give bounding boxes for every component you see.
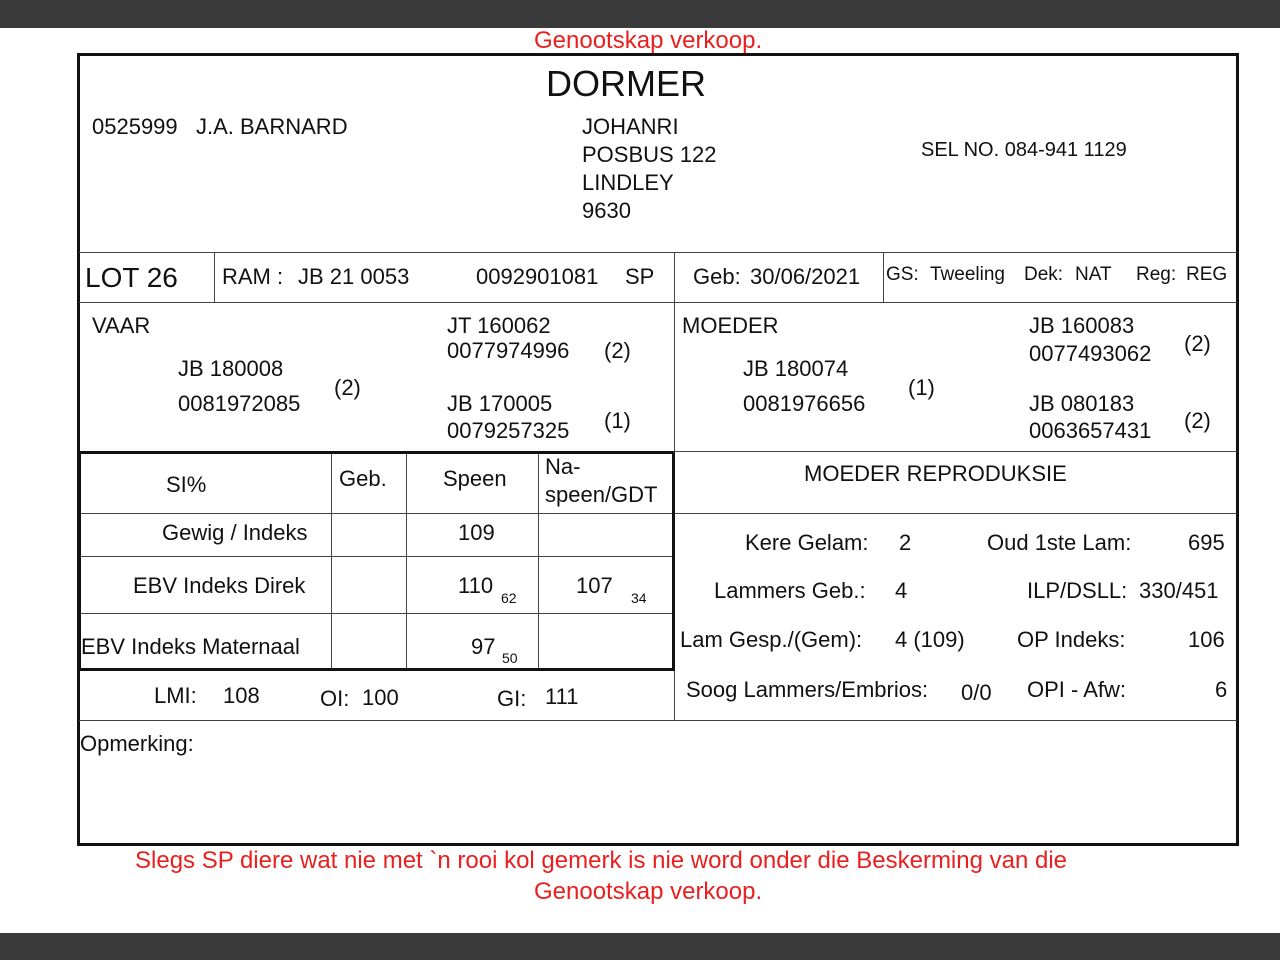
si-col-naspeen xyxy=(538,454,539,668)
address-name: JOHANRI xyxy=(582,114,679,139)
si-row-direct-naspeen: 107 xyxy=(576,573,613,598)
si-header-speen: Speen xyxy=(443,466,507,491)
divider-si-row1 xyxy=(79,556,674,557)
gs-label: GS: xyxy=(886,264,919,285)
dam-code: (1) xyxy=(908,375,935,400)
repro-ilp-value: 330/451 xyxy=(1139,578,1219,603)
ram-label: RAM : xyxy=(222,264,284,289)
dam-label: MOEDER xyxy=(682,313,779,338)
divider-repro-header xyxy=(674,513,1237,514)
repro-lammers-label: Lammers Geb.: xyxy=(714,578,866,603)
sire-dam-code: (1) xyxy=(604,408,631,433)
breeder-number: 0525999 xyxy=(92,114,178,139)
si-row-maternal-label: EBV Indeks Maternaal xyxy=(81,634,300,659)
divider-si-bottom xyxy=(79,668,674,671)
birth-date: 30/06/2021 xyxy=(750,264,861,289)
dek-label: Dek: xyxy=(1024,264,1064,285)
repro-opi-label: OPI - Afw: xyxy=(1027,677,1127,702)
si-row-direct-speen: 110 xyxy=(458,573,494,598)
repro-title: MOEDER REPRODUKSIE xyxy=(804,461,1067,486)
lmi-value: 108 xyxy=(223,683,260,708)
repro-soog-label: Soog Lammers/Embrios: xyxy=(686,677,929,702)
sire-number: 0081972085 xyxy=(178,391,301,416)
divider-pedigree-right xyxy=(674,451,1237,452)
repro-kere-label: Kere Gelam: xyxy=(745,530,869,555)
sire-label: VAAR xyxy=(92,313,151,338)
dam-sire-number: 0077493062 xyxy=(1029,341,1152,366)
dam-dam-number: 0063657431 xyxy=(1029,418,1152,443)
reg-label: Reg: xyxy=(1136,264,1177,285)
dam-dam-id: JB 080183 xyxy=(1029,391,1135,416)
oi-label: OI: xyxy=(320,686,350,711)
address-box: POSBUS 122 xyxy=(582,142,717,167)
si-header-naspeen-line1: Na- xyxy=(545,454,581,479)
sire-id: JB 180008 xyxy=(178,356,284,381)
si-header-naspeen-line2: speen/GDT xyxy=(545,482,658,507)
sire-sire-id: JT 160062 xyxy=(447,313,551,338)
divider-geb-gs xyxy=(883,252,884,302)
sire-sire-number: 0077974996 xyxy=(447,338,570,363)
gi-label: GI: xyxy=(497,686,527,711)
dam-number: 0081976656 xyxy=(743,391,866,416)
divider-si-row2 xyxy=(79,613,674,614)
si-row-direct-naspeen-sub: 34 xyxy=(631,590,647,606)
gi-value: 111 xyxy=(545,684,579,709)
divider-remarks xyxy=(79,720,1237,721)
si-row-maternal-speen-sub: 50 xyxy=(502,650,518,666)
si-col-geb xyxy=(331,454,332,668)
birth-label: Geb: xyxy=(693,264,741,289)
reg-value: REG xyxy=(1186,264,1228,285)
gs-value: Tweeling xyxy=(930,264,1005,285)
repro-soog-value: 0/0 xyxy=(961,680,992,705)
repro-oud-value: 695 xyxy=(1188,530,1225,555)
sire-sire-code: (2) xyxy=(604,338,631,363)
repro-gesp-label: Lam Gesp./(Gem): xyxy=(680,627,863,652)
si-row-weight-label: Gewig / Indeks xyxy=(162,520,308,545)
bottom-bar xyxy=(0,933,1280,960)
lot-number: LOT 26 xyxy=(85,262,178,293)
divider-header xyxy=(79,252,1237,253)
remark-label: Opmerking: xyxy=(80,731,194,756)
repro-oud-label: Oud 1ste Lam: xyxy=(987,530,1132,555)
si-row-direct-label: EBV Indeks Direk xyxy=(133,573,306,598)
dam-id: JB 180074 xyxy=(743,356,849,381)
breed-title: DORMER xyxy=(546,63,706,104)
repro-lammers-value: 4 xyxy=(895,578,908,603)
ram-id: JB 21 0053 xyxy=(298,264,410,289)
sire-dam-number: 0079257325 xyxy=(447,418,570,443)
divider-pedigree-left xyxy=(79,451,674,454)
repro-ilp-label: ILP/DSLL: xyxy=(1027,578,1128,603)
divider-lot-ram xyxy=(214,252,215,302)
top-bar xyxy=(0,0,1280,28)
notice-bottom-line1: Slegs SP diere wat nie met `n rooi kol gemerk is nie word onder die Beskerming van die xyxy=(135,847,1068,874)
si-header-label: SI% xyxy=(166,472,207,497)
si-col-speen xyxy=(406,454,407,668)
dek-value: NAT xyxy=(1075,264,1112,285)
oi-value: 100 xyxy=(362,685,399,710)
si-row-weight-speen: 109 xyxy=(458,520,495,545)
si-row-maternal-speen: 97 xyxy=(471,634,496,659)
ram-grade: SP xyxy=(625,264,655,289)
repro-op-label: OP Indeks: xyxy=(1017,627,1126,652)
notice-top: Genootskap verkoop. xyxy=(534,27,763,54)
dam-dam-code: (2) xyxy=(1184,408,1211,433)
sire-dam-id: JB 170005 xyxy=(447,391,553,416)
si-border-right xyxy=(672,451,675,671)
dam-sire-code: (2) xyxy=(1184,331,1211,356)
repro-kere-value: 2 xyxy=(899,530,912,555)
address-town: LINDLEY xyxy=(582,170,674,195)
divider-si-header xyxy=(79,513,674,514)
ram-reg-no: 0092901081 xyxy=(476,264,599,289)
repro-gesp-value: 4 (109) xyxy=(895,627,965,652)
repro-opi-value: 6 xyxy=(1215,677,1228,702)
dam-sire-id: JB 160083 xyxy=(1029,313,1135,338)
divider-lot xyxy=(79,302,1237,303)
address-code: 9630 xyxy=(582,198,631,223)
si-row-direct-speen-sub: 62 xyxy=(501,590,517,606)
breeder-name: J.A. BARNARD xyxy=(196,114,348,139)
phone-number: SEL NO. 084-941 1129 xyxy=(921,139,1127,161)
notice-bottom-line2: Genootskap verkoop. xyxy=(534,878,763,905)
repro-op-value: 106 xyxy=(1188,627,1225,652)
lmi-label: LMI: xyxy=(154,683,197,708)
sire-code: (2) xyxy=(334,375,361,400)
si-header-geb: Geb. xyxy=(339,466,387,491)
